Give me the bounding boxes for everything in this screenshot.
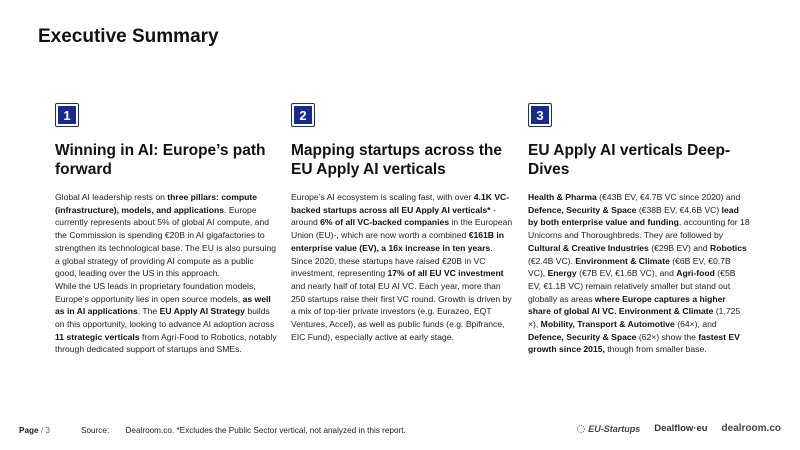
eu-startups-logo <box>576 424 640 434</box>
source-text: Dealroom.co. *Excludes the Public Sector vertical, not analyzed in this report. <box>125 426 406 435</box>
column-heading: EU Apply AI verticals Deep-Dives <box>528 142 731 178</box>
dealflow-logo: Dealflow·eu <box>654 423 708 434</box>
summary-column-1 <box>55 103 277 356</box>
page-indicator <box>19 426 50 435</box>
source-label: Source: <box>81 426 110 435</box>
body-paragraph: Global AI leadership rests on three pillars: compute (infrastructure), models, and applications. Europe currently represents about 5% of global AI compute, and the Commission is spending €20B in AI gigafactories to strengthen its technological base. The EU is also pursuing a global strategy of providing AI compute as a public good, leading over the US in this approach. <box>55 192 277 279</box>
dealroom-logo: dealroom.co <box>721 423 781 434</box>
summary-column-2 <box>291 103 513 343</box>
page-title: Executive Summary <box>38 26 219 47</box>
page-number: 3 <box>45 426 50 435</box>
number-badge-label: 3 <box>531 106 549 124</box>
eu-stars-icon <box>576 424 586 434</box>
number-badge <box>291 103 315 127</box>
partner-logos <box>576 423 781 434</box>
number-badge-label: 1 <box>58 106 76 124</box>
number-badge-label: 2 <box>294 106 312 124</box>
body-paragraph: While the US leads in proprietary foundation models, Europe’s opportunity lies in open source models, as well as in AI applications. The EU Apply AI Strategy builds on this opportunity, looking to advance AI adoption across 11 strategic verticals from Agri-Food to Robotics, notably through dedicated support of startups and SMEs. <box>55 280 277 355</box>
page-separator: / <box>40 426 44 435</box>
page-label: Page <box>19 426 39 435</box>
column-heading: Winning in AI: Europe’s path forward <box>55 142 266 178</box>
column-body <box>55 191 277 356</box>
source-note <box>81 426 406 435</box>
body-paragraph: Europe’s AI ecosystem is scaling fast, with over 4.1K VC-backed startups across all EU Apply AI verticals* -around 6% of all VC-backed companies in the European Union (EU)-, which are now worth a combined €161B in enterprise value (EV), a 16x increase in ten years. Since 2020, these startups have raised €20B in VC investment, representing 17% of all EU VC investment and nearly half of total EU AI VC. Each year, more than 250 startups raise their first VC round. Growth is driven by a mix of top-tier private investors (e.g. Eurazeo, EQT Ventures, Accel), as well as public funds (e.g. Bpifrance, EIC Fund), especially active at early stage. <box>291 192 513 342</box>
eu-startups-logo-text: EU-Startups <box>588 423 641 434</box>
body-paragraph: Health & Pharma (€43B EV, €4.7B VC since 2020) and Defence, Security & Space (€38B EV, €4.6B VC) lead by both enterprise value and funding, accounting for 18 Unicorns and Thoroughbreds. They are followed by Cultural & Creative Industries (€29B EV) and Robotics (€2.4B VC). Environment & Climate (€6B EV, €0.7B VC), Energy (€7B EV, €1.6B VC), and Agri-food (€5B EV, €1.1B VC) remain relatively smaller but stand out globally as areas where Europe captures a higher share of global AI VC. Environment & Climate (1,725 ×), Mobility, Transport & Automotive (64×), and Defence, Security & Space (62×) show the fastest EV growth since 2015, though from smaller base. <box>528 192 750 355</box>
footer <box>19 423 781 440</box>
number-badge <box>55 103 79 127</box>
column-body <box>528 191 750 356</box>
number-badge <box>528 103 552 127</box>
column-heading: Mapping startups across the EU Apply AI verticals <box>291 142 503 178</box>
column-body <box>291 191 513 343</box>
summary-column-3 <box>528 103 750 356</box>
